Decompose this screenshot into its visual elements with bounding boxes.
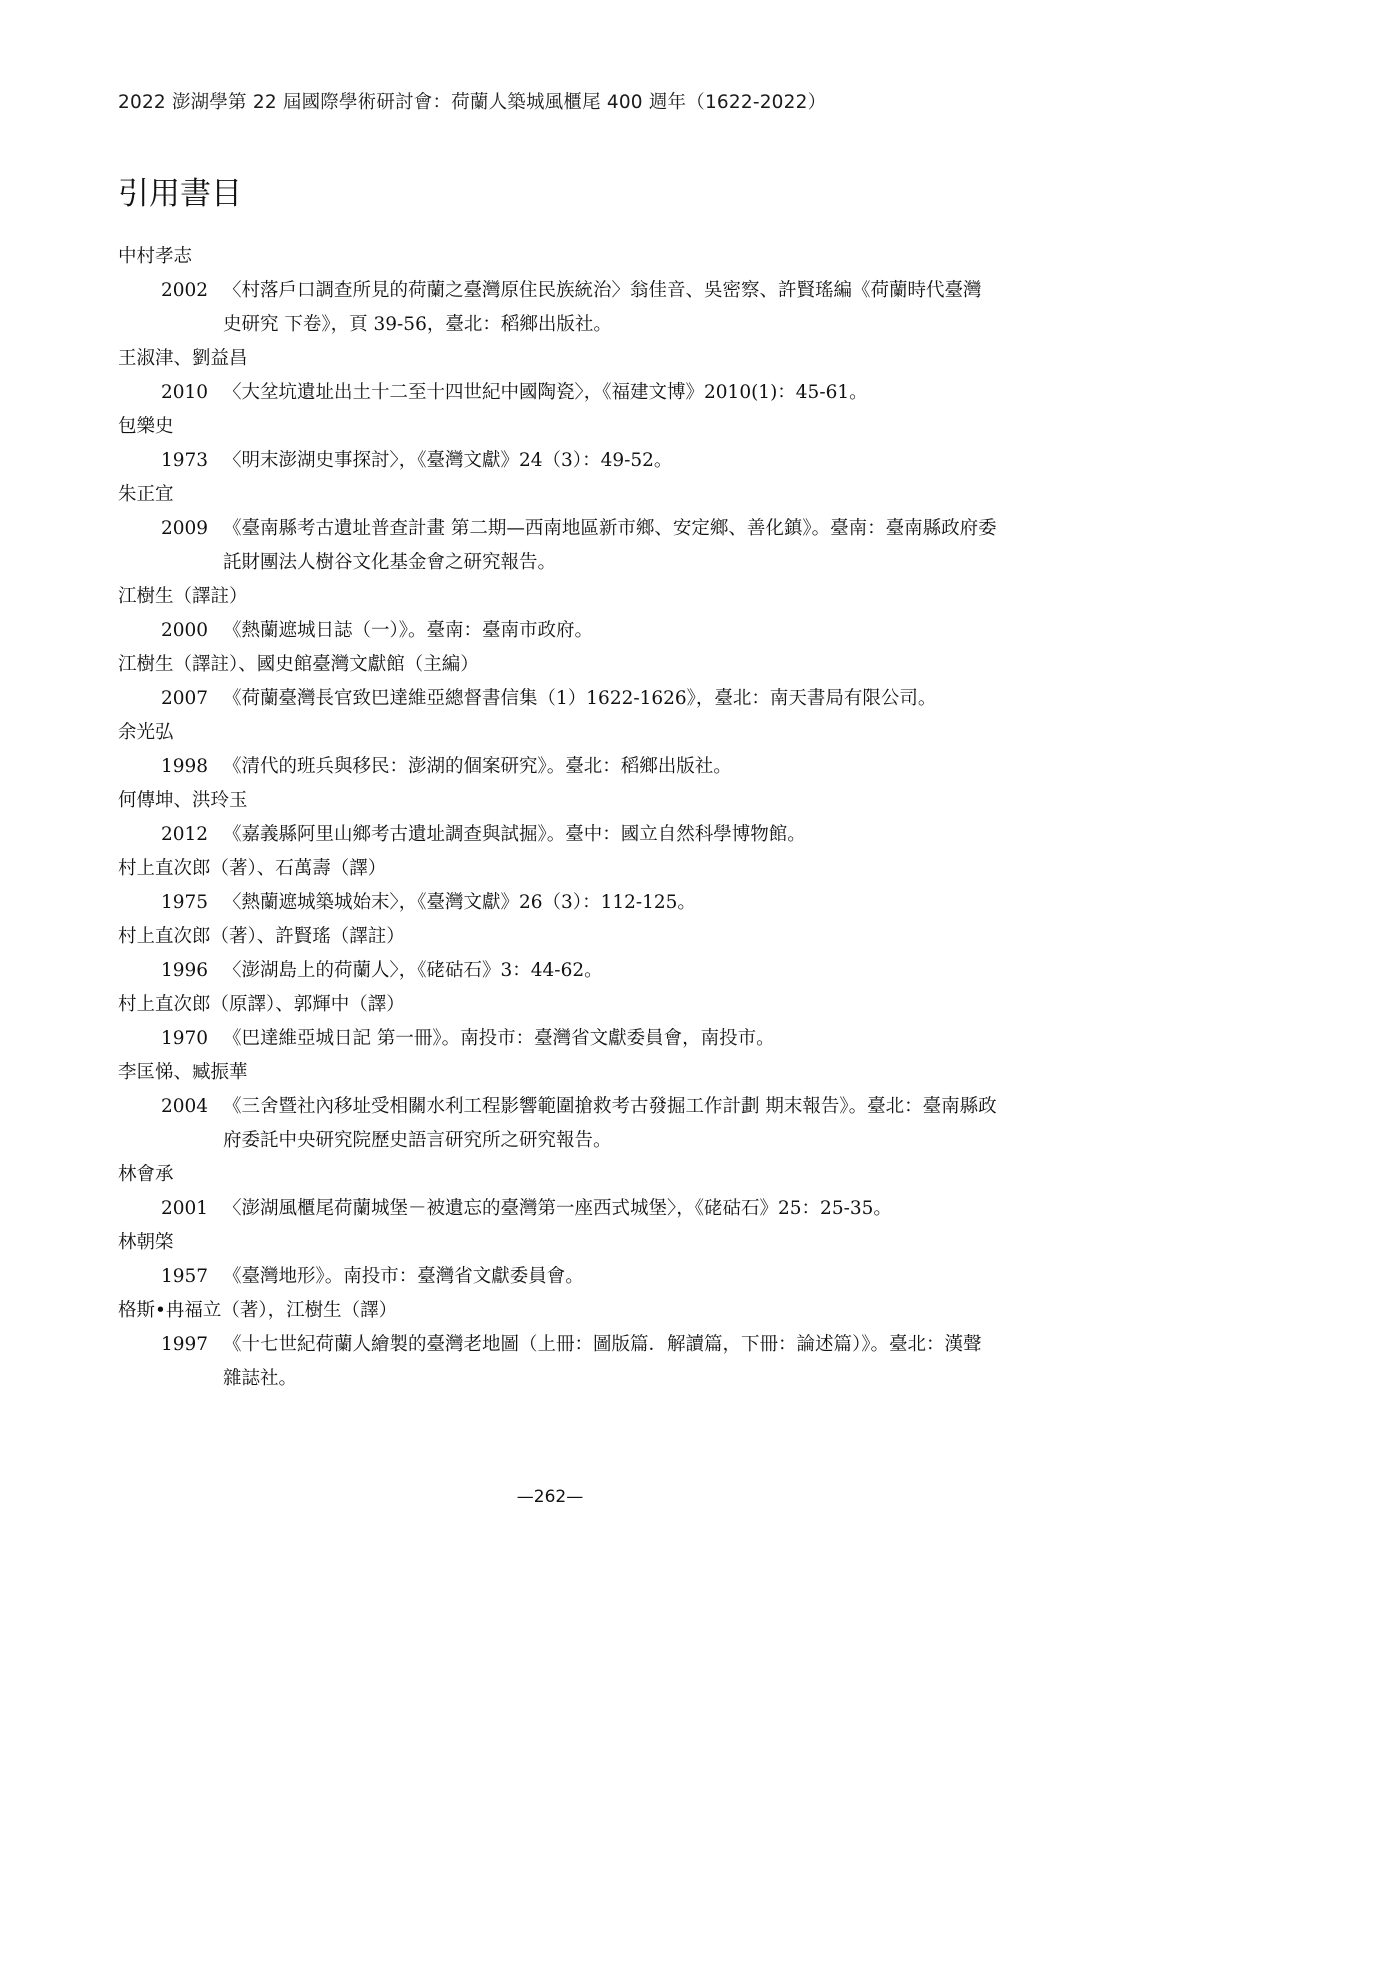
entry-year: 1970 bbox=[161, 1028, 209, 1049]
entry-year: 2001 bbox=[161, 1198, 209, 1219]
running-header: 2022 澎湖學第 22 屆國際學術研討會：荷蘭人築城風櫃尾 400 週年（1622-2022） bbox=[118, 92, 827, 113]
bibliography-list bbox=[118, 240, 998, 1396]
reference-entry bbox=[118, 682, 998, 716]
entry-citation: 《熱蘭遮城日誌（一）》。臺南：臺南市政府。 bbox=[223, 620, 594, 641]
entry-author: 何傳坤、洪玲玉 bbox=[118, 790, 248, 811]
entry-year: 2009 bbox=[161, 518, 209, 539]
reference-entry bbox=[118, 1328, 998, 1396]
reference-entry bbox=[118, 376, 998, 410]
entry-citation: 〈大坌坑遺址出土十二至十四世紀中國陶瓷〉，《福建文博》2010(1)：45-61。 bbox=[223, 382, 868, 403]
entry-author: 江樹生（譯註）、國史館臺灣文獻館（主編） bbox=[118, 654, 479, 675]
entry-author: 林會承 bbox=[118, 1164, 174, 1185]
entry-year: 2007 bbox=[161, 688, 209, 709]
entry-author: 李匡悌、臧振華 bbox=[118, 1062, 248, 1083]
entry-year: 2000 bbox=[161, 620, 209, 641]
entry-citation: 《三舍暨社內移址受相關水利工程影響範圍搶救考古發掘工作計劃 期末報告》。臺北：臺南縣政府委託中央研究院歷史語言研究所之研究報告。 bbox=[223, 1096, 997, 1151]
section-title: 引用書目 bbox=[118, 176, 242, 212]
reference-entry bbox=[118, 274, 998, 342]
reference-entry bbox=[118, 444, 998, 478]
entry-author: 余光弘 bbox=[118, 722, 174, 743]
reference-entry bbox=[118, 614, 998, 648]
entry-author: 林朝棨 bbox=[118, 1232, 174, 1253]
entry-citation: 〈明末澎湖史事探討〉，《臺灣文獻》24（3）：49-52。 bbox=[223, 450, 673, 471]
entry-citation: 〈澎湖島上的荷蘭人〉，《硓𥑮石》3：44-62。 bbox=[223, 960, 603, 981]
entry-year: 1973 bbox=[161, 450, 209, 471]
entry-citation: 〈村落戶口調查所見的荷蘭之臺灣原住民族統治〉翁佳音、吳密察、許賢瑤編《荷蘭時代臺灣史研究 下卷》，頁 39-56，臺北：稻鄉出版社。 bbox=[223, 280, 982, 335]
reference-entry bbox=[118, 512, 998, 580]
reference-entry bbox=[118, 1090, 998, 1158]
entry-citation: 《臺南縣考古遺址普查計畫 第二期—西南地區新市鄉、安定鄉、善化鎮》。臺南：臺南縣政府委託財團法人樹谷文化基金會之研究報告。 bbox=[223, 518, 997, 573]
entry-year: 1957 bbox=[161, 1266, 209, 1287]
entry-citation: 《臺灣地形》。南投市：臺灣省文獻委員會。 bbox=[223, 1266, 584, 1287]
entry-author: 中村孝志 bbox=[118, 246, 193, 267]
entry-citation: 〈澎湖風櫃尾荷蘭城堡－被遺忘的臺灣第一座西式城堡〉，《硓𥑮石》25：25-35。 bbox=[223, 1198, 892, 1219]
reference-entry bbox=[118, 1192, 998, 1226]
entry-year: 1998 bbox=[161, 756, 209, 777]
entry-author: 村上直次郎（著）、石萬壽（譯） bbox=[118, 858, 387, 879]
entry-author: 江樹生（譯註） bbox=[118, 586, 248, 607]
entry-author: 村上直次郎（著）、許賢瑤（譯註） bbox=[118, 926, 405, 947]
entry-year: 2002 bbox=[161, 280, 209, 301]
entry-citation: 《十七世紀荷蘭人繪製的臺灣老地圖（上冊：圖版篇．解讀篇，下冊：論述篇）》。臺北：漢聲雜誌社。 bbox=[223, 1334, 982, 1389]
reference-entry bbox=[118, 1260, 998, 1294]
entry-year: 1996 bbox=[161, 960, 209, 981]
reference-entry bbox=[118, 1022, 998, 1056]
page-number: —262— bbox=[516, 1487, 584, 1507]
entry-year: 1997 bbox=[161, 1334, 209, 1355]
entry-year: 1975 bbox=[161, 892, 209, 913]
reference-entry bbox=[118, 818, 998, 852]
entry-author: 格斯•冉福立（著），江樹生（譯） bbox=[118, 1300, 398, 1321]
reference-entry bbox=[118, 954, 998, 988]
entry-citation: 《荷蘭臺灣長官致巴達維亞總督書信集（1）1622-1626》，臺北：南天書局有限公司。 bbox=[223, 688, 937, 709]
entry-citation: 〈熱蘭遮城築城始末〉，《臺灣文獻》26（3）：112-125。 bbox=[223, 892, 696, 913]
entry-author: 王淑津、劉益昌 bbox=[118, 348, 248, 369]
entry-year: 2004 bbox=[161, 1096, 209, 1117]
entry-citation: 《嘉義縣阿里山鄉考古遺址調查與試掘》。臺中：國立自然科學博物館。 bbox=[223, 824, 806, 845]
entry-year: 2010 bbox=[161, 382, 209, 403]
reference-entry bbox=[118, 886, 998, 920]
entry-author: 朱正宜 bbox=[118, 484, 174, 505]
entry-year: 2012 bbox=[161, 824, 209, 845]
entry-citation: 《清代的班兵與移民：澎湖的個案研究》。臺北：稻鄉出版社。 bbox=[223, 756, 732, 777]
entry-author: 包樂史 bbox=[118, 416, 174, 437]
entry-citation: 《巴達維亞城日記 第一冊》。南投市：臺灣省文獻委員會，南投市。 bbox=[223, 1028, 775, 1049]
reference-entry bbox=[118, 750, 998, 784]
entry-author: 村上直次郎（原譯）、郭輝中（譯） bbox=[118, 994, 405, 1015]
